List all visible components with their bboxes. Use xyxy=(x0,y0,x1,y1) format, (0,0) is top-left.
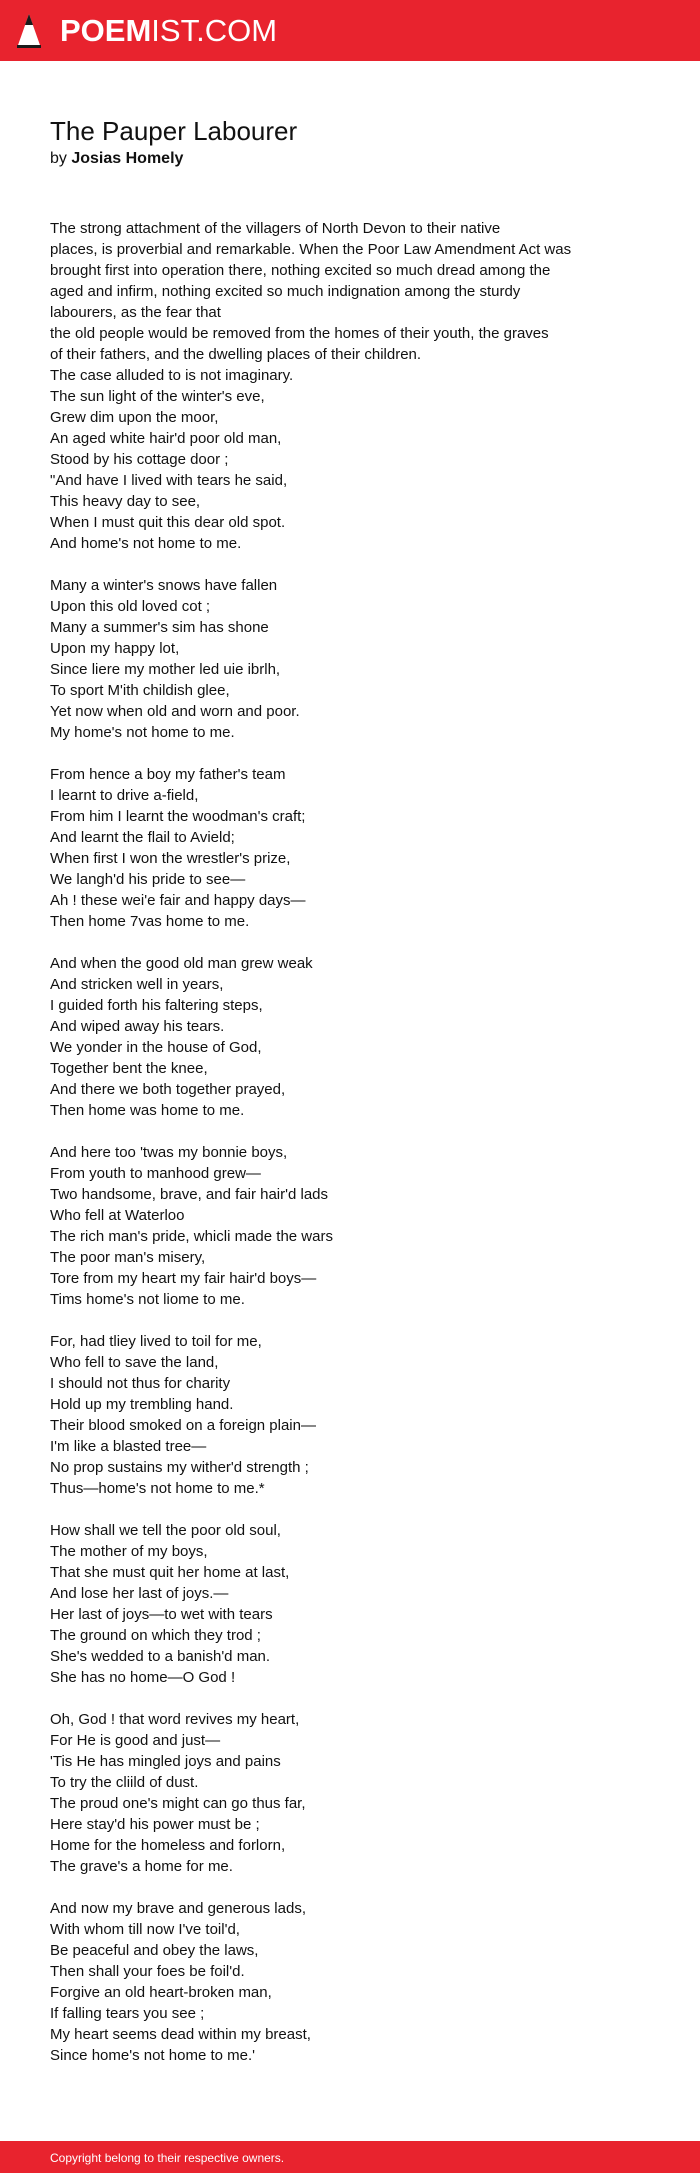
poem-line: To try the cliild of dust. xyxy=(50,1774,199,1791)
poem-line: Who fell at Waterloo xyxy=(50,1207,185,1224)
site-footer xyxy=(0,2141,700,2173)
poem-line: Home for the homeless and forlorn, xyxy=(50,1837,286,1854)
poem-line: That she must quit her home at last, xyxy=(50,1564,290,1581)
poem-line: the old people would be removed from the homes of their youth, the graves xyxy=(50,325,549,342)
poem-line: 'Tis He has mingled joys and pains xyxy=(50,1753,281,1770)
pencil-tip-icon xyxy=(16,12,42,50)
poem-line: Grew dim upon the moor, xyxy=(50,409,219,426)
poem-line: To sport M'ith childish glee, xyxy=(50,682,230,699)
poem-line: And home's not home to me. xyxy=(50,535,242,552)
poem-body xyxy=(50,218,650,2066)
poem-line: I learnt to drive a-field, xyxy=(50,787,199,804)
poem-line: The proud one's might can go thus far, xyxy=(50,1795,306,1812)
poem-line: I should not thus for charity xyxy=(50,1375,231,1392)
poem-line: The case alluded to is not imaginary. xyxy=(50,367,294,384)
poem-line: Together bent the knee, xyxy=(50,1060,208,1077)
poem-line: Since home's not home to me.' xyxy=(50,2047,255,2064)
stanza-break xyxy=(50,1310,650,1331)
poem-line: And now my brave and generous lads, xyxy=(50,1900,306,1917)
poem-line: My heart seems dead within my breast, xyxy=(50,2026,311,2043)
poem-line: Upon this old loved cot ; xyxy=(50,598,211,615)
poem-line: Many a summer's sim has shone xyxy=(50,619,269,636)
poem-line: The strong attachment of the villagers of North Devon to their native xyxy=(50,220,501,237)
poem-line: The rich man's pride, whicli made the wars xyxy=(50,1228,333,1245)
poem-line: And when the good old man grew weak xyxy=(50,955,313,972)
poem-line: The mother of my boys, xyxy=(50,1543,208,1560)
poem-line: Be peaceful and obey the laws, xyxy=(50,1942,259,1959)
poem-line: If falling tears you see ; xyxy=(50,2005,205,2022)
poem-line: places, is proverbial and remarkable. When the Poor Law Amendment Act was xyxy=(50,241,572,258)
poem-line: Then home 7vas home to me. xyxy=(50,913,250,930)
poem-line: We yonder in the house of God, xyxy=(50,1039,262,1056)
poem-line: For He is good and just— xyxy=(50,1732,221,1749)
poem-line: Who fell to save the land, xyxy=(50,1354,219,1371)
poem-line: The poor man's misery, xyxy=(50,1249,206,1266)
poem-line: And wiped away his tears. xyxy=(50,1018,225,1035)
poem-line: labourers, as the fear that xyxy=(50,304,221,321)
poem-line: Oh, God ! that word revives my heart, xyxy=(50,1711,300,1728)
poem-line: Many a winter's snows have fallen xyxy=(50,577,278,594)
poem-line: From youth to manhood grew— xyxy=(50,1165,261,1182)
logo-bold-text: POEM xyxy=(60,13,152,48)
poem-line: Ah ! these wei'e fair and happy days— xyxy=(50,892,306,909)
poem-line: She's wedded to a banish'd man. xyxy=(50,1648,271,1665)
poem-line: Here stay'd his power must be ; xyxy=(50,1816,260,1833)
poem-byline xyxy=(50,148,183,170)
poem-line: How shall we tell the poor old soul, xyxy=(50,1522,281,1539)
poem-line: Her last of joys—to wet with tears xyxy=(50,1606,273,1623)
poem-line: From him I learnt the woodman's craft; xyxy=(50,808,306,825)
poem-line: Since liere my mother led uie ibrlh, xyxy=(50,661,281,678)
stanza-break xyxy=(50,1499,650,1520)
site-logo[interactable] xyxy=(16,12,277,50)
poem-line: For, had tliey lived to toil for me, xyxy=(50,1333,262,1350)
stanza-break xyxy=(50,743,650,764)
poem-line: And lose her last of joys.— xyxy=(50,1585,229,1602)
poem-line: Tore from my heart my fair hair'd boys— xyxy=(50,1270,317,1287)
poem-line: From hence a boy my father's team xyxy=(50,766,286,783)
poem-line: Stood by his cottage door ; xyxy=(50,451,229,468)
poem-author: Josias Homely xyxy=(71,150,184,167)
stanza-break xyxy=(50,1121,650,1142)
poem-line: Thus—home's not home to me.* xyxy=(50,1480,265,1497)
poem-line: Then home was home to me. xyxy=(50,1102,245,1119)
poem-line: When first I won the wrestler's prize, xyxy=(50,850,291,867)
poem-line: We langh'd his pride to see— xyxy=(50,871,246,888)
poem-line: An aged white hair'd poor old man, xyxy=(50,430,282,447)
poem-line: My home's not home to me. xyxy=(50,724,235,741)
stanza-break xyxy=(50,554,650,575)
poem-line: When I must quit this dear old spot. xyxy=(50,514,286,531)
poem-line: And here too 'twas my bonnie boys, xyxy=(50,1144,288,1161)
site-header xyxy=(0,0,700,61)
poem-line: With whom till now I've toil'd, xyxy=(50,1921,240,1938)
poem-line: No prop sustains my wither'd strength ; xyxy=(50,1459,309,1476)
byline-prefix: by xyxy=(50,150,67,167)
poem-line: I'm like a blasted tree— xyxy=(50,1438,207,1455)
poem-title: The Pauper Labourer xyxy=(50,116,298,146)
footer-copyright: Copyright belong to their respective owners. xyxy=(50,2151,285,2165)
poem-line: The ground on which they trod ; xyxy=(50,1627,261,1644)
poem-line: Hold up my trembling hand. xyxy=(50,1396,234,1413)
poem-line: aged and infirm, nothing excited so much indignation among the sturdy xyxy=(50,283,521,300)
poem-line: The sun light of the winter's eve, xyxy=(50,388,265,405)
stanza-break xyxy=(50,1688,650,1709)
poem-line: Their blood smoked on a foreign plain— xyxy=(50,1417,316,1434)
poem-line: This heavy day to see, xyxy=(50,493,201,510)
site-logo-text xyxy=(60,12,277,50)
poem-line: Yet now when old and worn and poor. xyxy=(50,703,300,720)
poem-line: And stricken well in years, xyxy=(50,976,224,993)
poem-line: And there we both together prayed, xyxy=(50,1081,286,1098)
poem-line: Forgive an old heart-broken man, xyxy=(50,1984,272,2001)
poem-line: She has no home—O God ! xyxy=(50,1669,236,1686)
stanza-break xyxy=(50,932,650,953)
poem-line: of their fathers, and the dwelling places of their children. xyxy=(50,346,422,363)
poem-line: Then shall your foes be foil'd. xyxy=(50,1963,245,1980)
poem-line: Upon my happy lot, xyxy=(50,640,180,657)
poem-line: And learnt the flail to Avield; xyxy=(50,829,235,846)
poem-line: Two handsome, brave, and fair hair'd lads xyxy=(50,1186,329,1203)
poem-line: Tims home's not liome to me. xyxy=(50,1291,245,1308)
poem-line: The grave's a home for me. xyxy=(50,1858,233,1875)
stanza-break xyxy=(50,1877,650,1898)
poem-line: "And have I lived with tears he said, xyxy=(50,472,288,489)
poem-line: brought first into operation there, nothing excited so much dread among the xyxy=(50,262,551,279)
poem-line: I guided forth his faltering steps, xyxy=(50,997,263,1014)
logo-light-text: IST.COM xyxy=(151,13,278,48)
